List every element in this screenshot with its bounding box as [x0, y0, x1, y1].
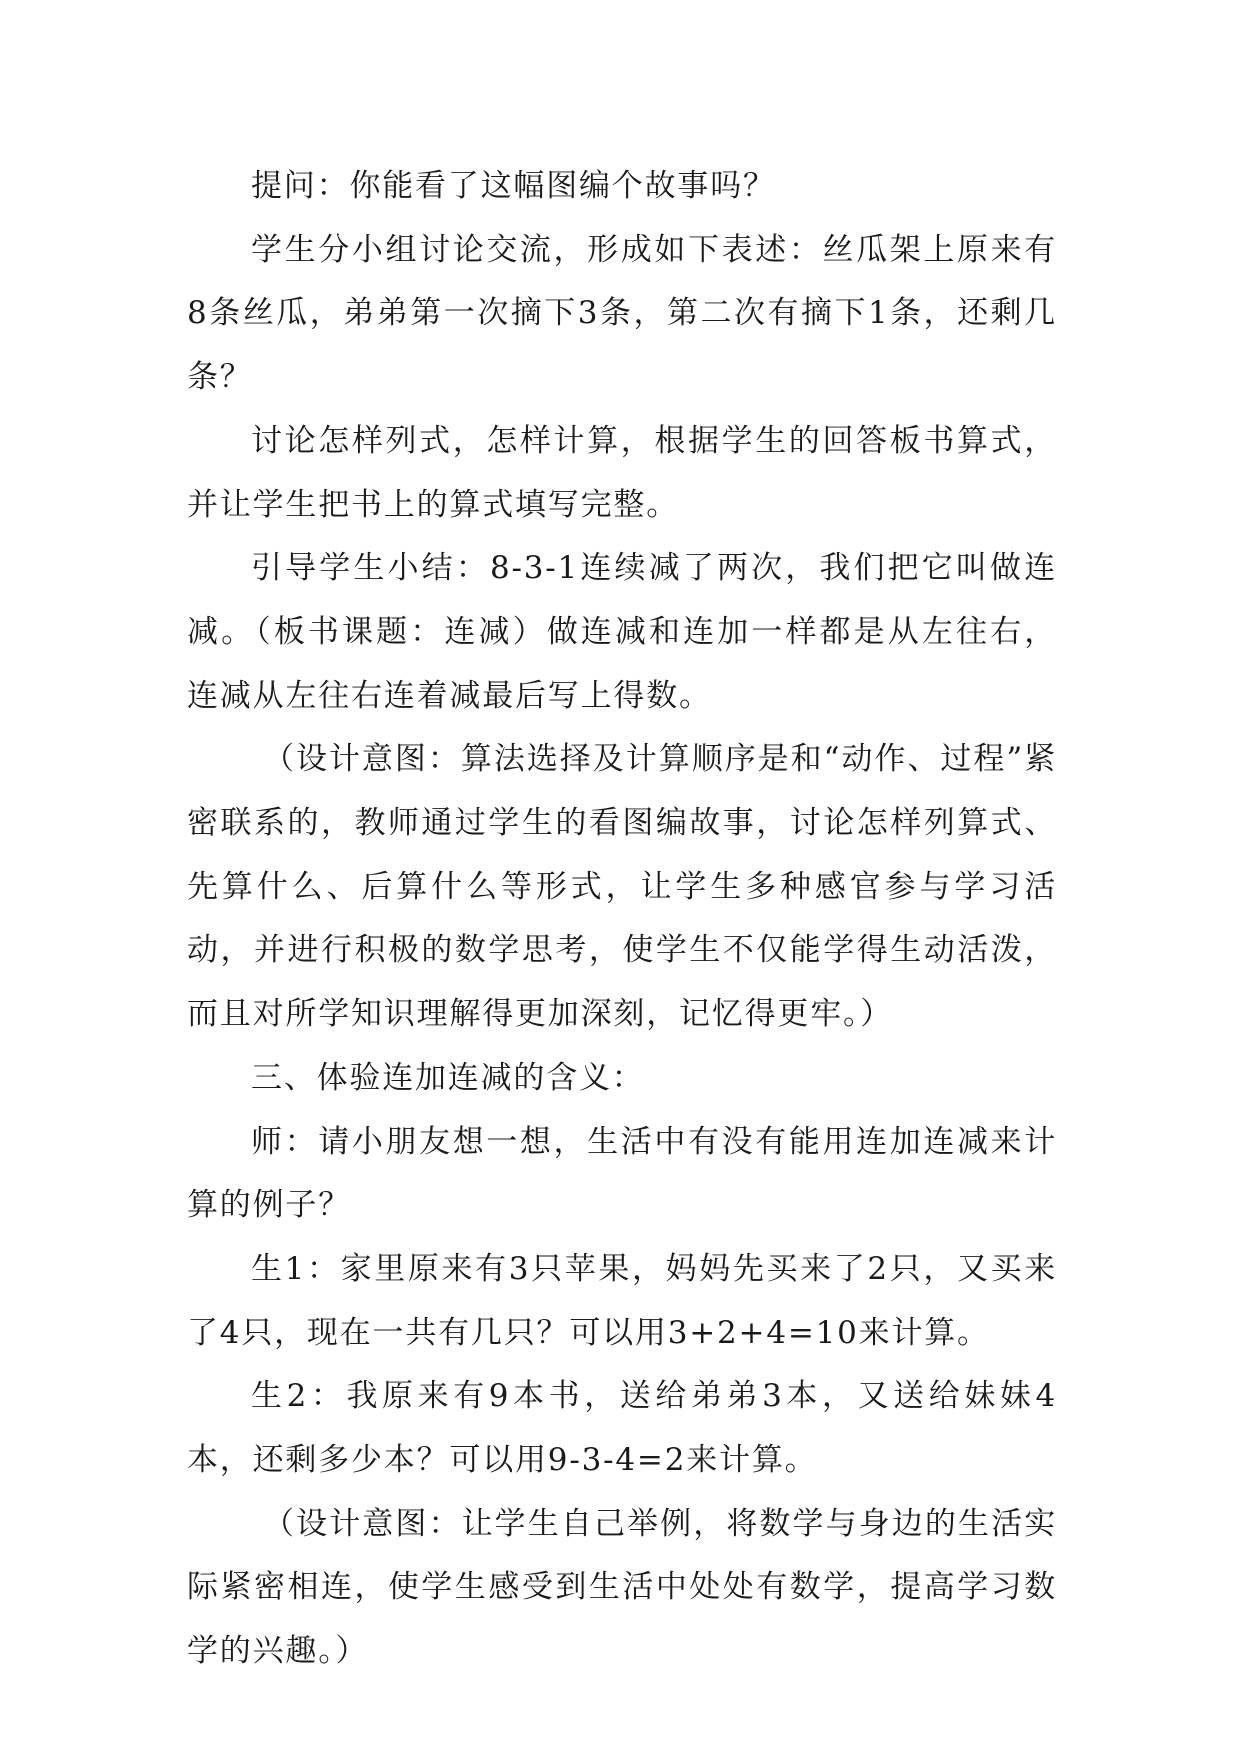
- paragraph-group-discussion: 学生分小组讨论交流，形成如下表述：丝瓜架上原来有8条丝瓜，弟弟第一次摘下3条，第二次有摘下1条，还剩几条？: [187, 231, 1057, 396]
- paragraph-student-1: 生1：家里原来有3只苹果，妈妈先买来了2只，又买来了4只，现在一共有几只？可以用3+2+4=10来计算。: [187, 1250, 1057, 1351]
- paragraph-design-intent-1: （设计意图：算法选择及计算顺序是和“动作、过程”紧密联系的，教师通过学生的看图编故事，讨论怎样列算式、先算什么、后算什么等形式，让学生多种感官参与学习活动，并进行积极的数学思考，使学生不仅能学得生动活泼，而且对所学知识理解得更加深刻，记忆得更牢。）: [187, 741, 1057, 1033]
- paragraph-design-intent-2: （设计意图：让学生自己举例，将数学与身边的生活实际紧密相连，使学生感受到生活中处处有数学，提高学习数学的兴趣。）: [187, 1505, 1057, 1670]
- paragraph-question: 提问：你能看了这幅图编个故事吗？: [251, 168, 776, 204]
- paragraph-section-three-heading: 三、体验连加连减的含义：: [251, 1059, 645, 1096]
- paragraph-discuss-formula: 讨论怎样列式，怎样计算，根据学生的回答板书算式，并让学生把书上的算式填写完整。: [187, 422, 1057, 523]
- document-body: [187, 155, 1057, 1684]
- paragraph-summary: 引导学生小结：8-3-1连续减了两次，我们把它叫做连减。（板书课题：连减）做连减和连加一样都是从左往右，连减从左往右连着减最后写上得数。: [187, 550, 1057, 714]
- paragraph-teacher-question: 师：请小朋友想一想，生活中有没有能用连加连减来计算的例子？: [187, 1123, 1057, 1224]
- paragraph-student-2: 生2：我原来有9本书，送给弟弟3本，又送给妹妹4本，还剩多少本？可以用9-3-4=2来计算。: [187, 1378, 1057, 1479]
